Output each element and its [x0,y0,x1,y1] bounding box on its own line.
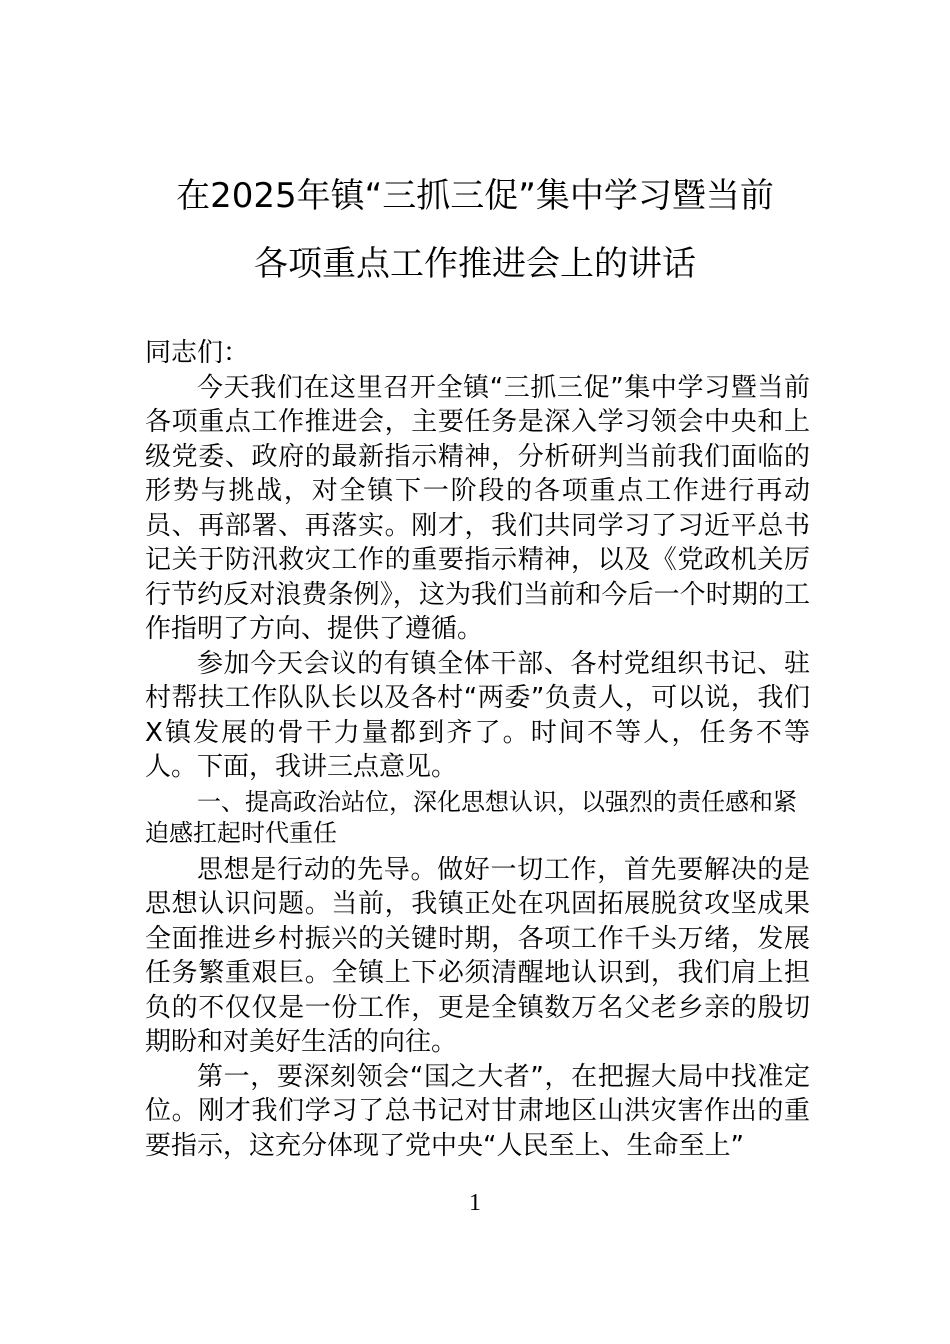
document-title-line-1: 在2025年镇“三抓三促”集中学习暨当前 [176,176,774,216]
salutation: 同志们： [145,338,250,368]
page-number: 1 [469,1190,481,1216]
paragraph-opening: 今天我们在这里召开全镇“三抓三促”集中学习暨当前各项重点工作推进会，主要任务是深入学习领会中央和上级党委、政府的最新指示精神，分析研判当前我们面临的形势与挑战，对全镇下一阶段的各项重点工作进行再动员、再部署、再落实。刚才，我们共同学习了习近平总书记关于防汛救灾工作的重要指示精神，以及《党政机关厉行节约反对浪费条例》，这为我们当前和今后一个时期的工作指明了方向、提供了遵循。 [145,372,810,644]
paragraph-section-1-intro: 思想是行动的先导。做好一切工作，首先要解决的是思想认识问题。当前，我镇正处在巩固拓展脱贫攻坚成果全面推进乡村振兴的关键时期，各项工作千头万绪，发展任务繁重艰巨。全镇上下必须清醒地认识到，我们肩上担负的不仅仅是一份工作，更是全镇数万名父老乡亲的殷切期盼和对美好生活的向往。 [145,854,810,1057]
section-heading-1: 一、提高政治站位，深化思想认识，以强烈的责任感和紧迫感扛起时代重任 [145,787,797,847]
paragraph-section-1-first-point: 第一，要深刻领会“国之大者”，在把握大局中找准定位。刚才我们学习了总书记对甘肃地区山洪灾害作出的重要指示，这充分体现了党中央“人民至上、生命至上” [145,1061,810,1161]
document-body [145,336,810,1163]
document-title-line-2: 各项重点工作推进会上的讲话 [254,244,696,284]
paragraph-attendees: 参加今天会议的有镇全体干部、各村党组织书记、驻村帮扶工作队队长以及各村“两委”负责人，可以说，我们X镇发展的骨干力量都到齐了。时间不等人，任务不等人。下面，我讲三点意见。 [145,648,810,782]
